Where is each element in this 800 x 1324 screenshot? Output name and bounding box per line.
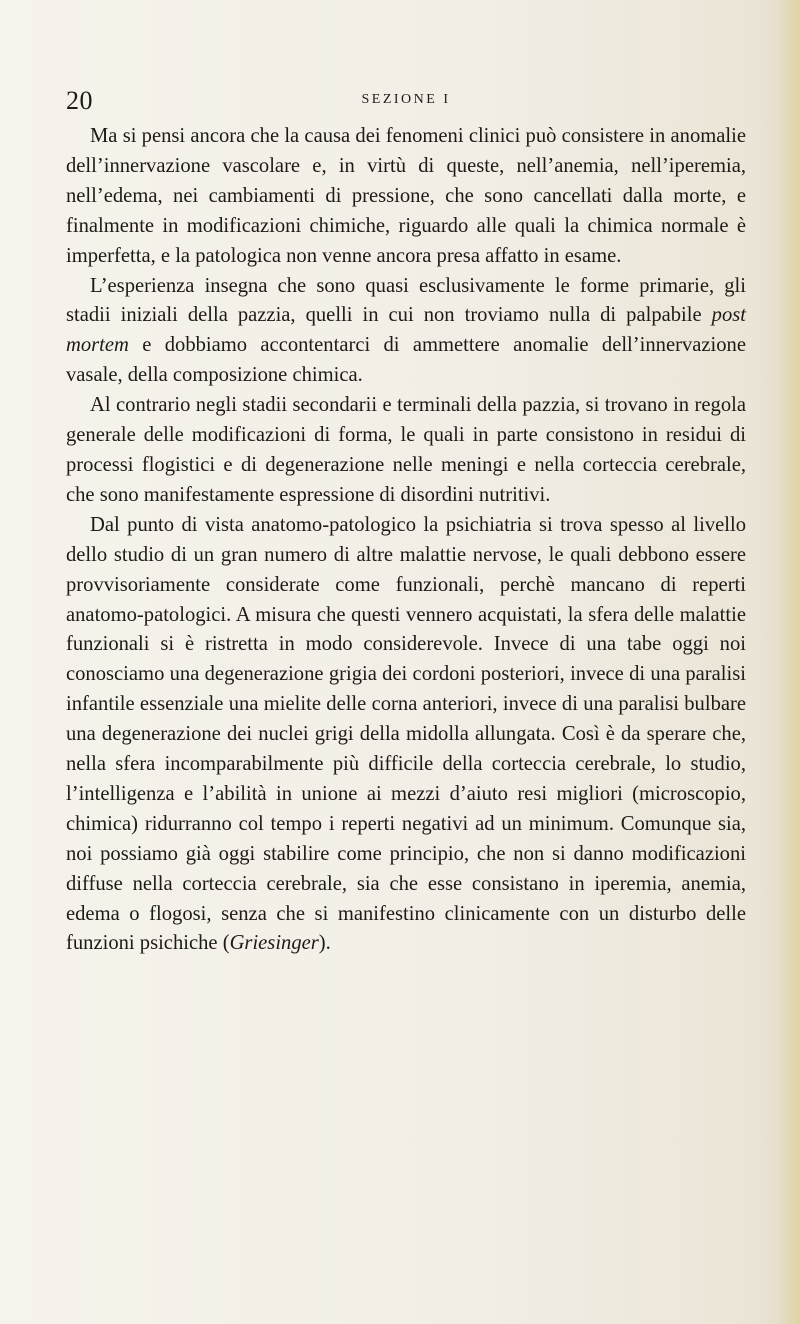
paragraph-text: Al contrario negli stadii secondarii e terminali della pazzia, si trovano in regola generale delle modificazioni di forma, le quali in parte consistono in residui di processi flogistici e di degenerazione nelle meningi e nella corteccia cerebrale, che sono manifestamente espressione di disordini nutritivi.: [66, 394, 746, 506]
italic-term: post mortem: [66, 304, 746, 357]
paragraph-3: [66, 391, 746, 511]
italic-citation: Griesinger: [229, 932, 319, 955]
paragraph-2: [66, 272, 746, 392]
body-text: [66, 122, 746, 959]
paragraph-4: [66, 511, 746, 960]
section-heading: SEZIONE I: [361, 92, 451, 107]
paragraph-1: [66, 122, 746, 272]
paragraph-text: ).: [318, 932, 331, 955]
paragraph-text: Dal punto di vista anatomo-patologico la psichiatria si trova spesso al livello dello studio di un gran numero di altre malattie nervose, le quali debbono essere provvisoriamente considerate come funzionali, perchè mancano di reperti anatomo-patologici. A misura che questi vennero acquistati, la sfera delle malattie funzionali si è ristretta in modo considerevole. Invece di una tabe oggi noi conosciamo una degenerazione grigia dei cordoni posteriori, invece di una paralisi infantile essenziale una mielite delle corna anteriori, invece di una paralisi bulbare una degenerazione dei nuclei grigi della midolla allungata. Così è da sperare che, nella sfera incomparabilmente più difficile della corteccia cerebrale, lo studio, l’intelligenza e l’abilità in unione ai mezzi d’aiuto resi migliori (microscopio, chimica) ridurranno col tempo i reperti negativi ad un minimum. Comunque sia, noi possiamo già oggi stabilire come principio, che non si danno modificazioni diffuse nella corteccia cerebrale, sia che esse consistano in iperemia, anemia, edema o flogosi, senza che si manifestino clinicamente con un disturbo delle funzioni psichiche (: [66, 513, 746, 955]
page-edge-tint: [778, 0, 800, 1324]
paragraph-text: L’esperienza insegna che sono quasi esclusivamente le forme primarie, gli stadii iniziali della pazzia, quelli in cui non troviamo nulla di palpabile: [66, 274, 746, 327]
paragraph-text: e dobbiamo accontentarci di ammettere anomalie dell’innervazione vasale, della composizione chimica.: [66, 334, 746, 387]
page-number: 20: [66, 86, 93, 115]
paragraph-text: Ma si pensi ancora che la causa dei fenomeni clinici può consistere in anomalie dell’innervazione vascolare e, in virtù di queste, nell’anemia, nell’iperemia, nell’edema, nei cambiamenti di pressione, che sono cancellati dalla morte, e finalmente in modificazioni chimiche, riguardo alle quali la chimica normale è imperfetta, e la patologica non venne ancora presa affatto in esame.: [66, 125, 746, 267]
running-head: [66, 86, 746, 116]
